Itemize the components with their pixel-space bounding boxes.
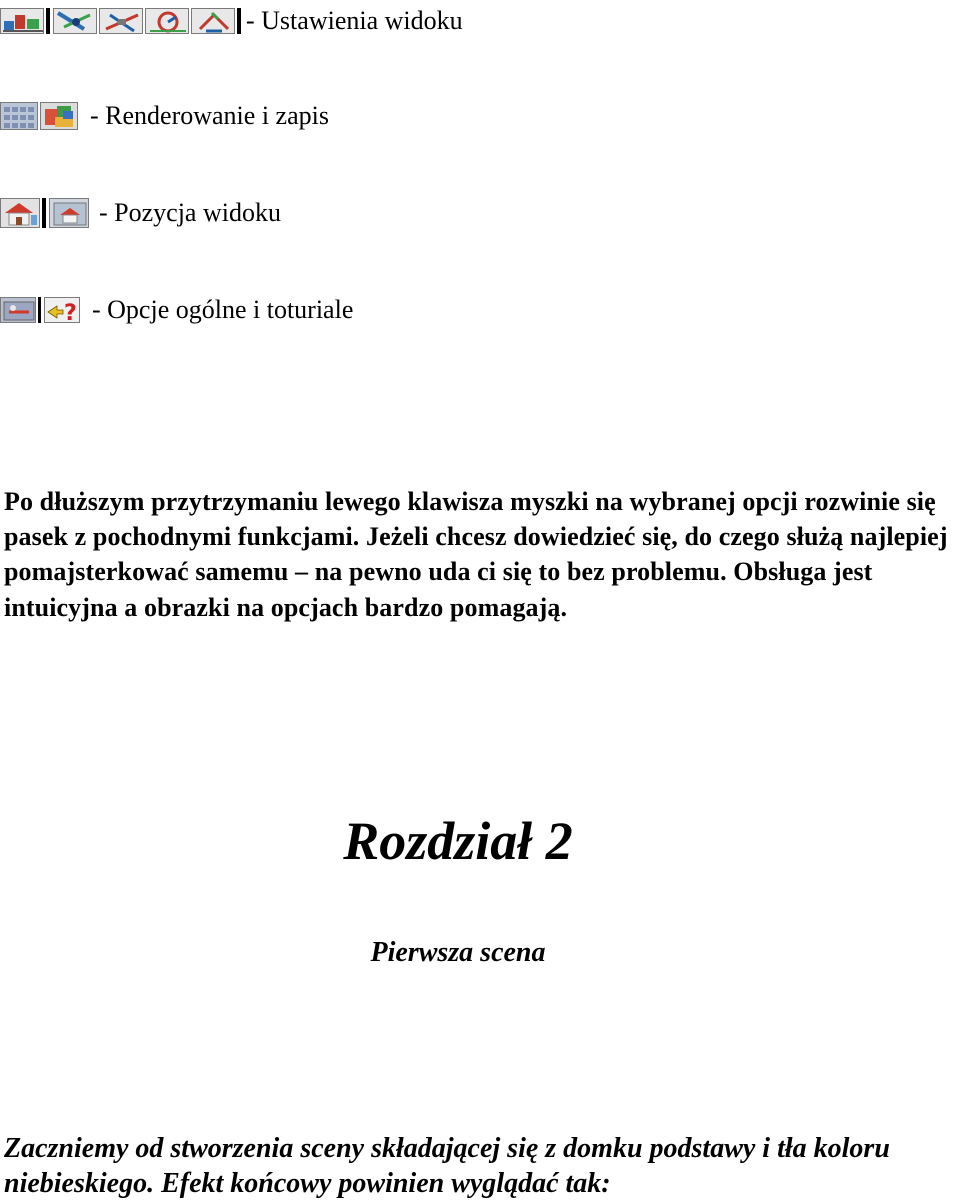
view-settings-icon-3[interactable]	[99, 8, 143, 34]
toolbar-separator	[237, 8, 241, 34]
options-tutorials-label: - Opcje ogólne i toturiale	[92, 295, 354, 324]
chapter-title: Rozdział 2	[343, 811, 573, 871]
view-settings-icon-5[interactable]	[191, 8, 235, 34]
toolbar-separator	[42, 198, 46, 228]
toolbar-separator	[38, 297, 41, 323]
view-settings-icon-4[interactable]	[145, 8, 189, 34]
toolbar-separator	[46, 8, 50, 34]
save-icon[interactable]	[40, 102, 78, 130]
help-question-icon[interactable]	[44, 297, 80, 323]
render-save-label: - Renderowanie i zapis	[90, 101, 329, 130]
view-settings-icon-1[interactable]	[0, 8, 44, 34]
house-view-icon[interactable]	[0, 198, 40, 228]
toolbar-row-render-save	[0, 100, 329, 132]
toolbar-row-view-settings	[0, 6, 463, 36]
section-title: Pierwsza scena	[370, 937, 546, 968]
view-settings-icon-2[interactable]	[53, 8, 97, 34]
options-icon[interactable]	[0, 297, 36, 323]
svg-text:?: ?	[64, 301, 77, 323]
toolbar-row-view-position	[0, 196, 281, 230]
view-position-label: - Pozycja widoku	[99, 198, 281, 227]
render-icon[interactable]	[0, 102, 38, 130]
explanation-paragraph: Po dłuższym przytrzymaniu lewego klawisza myszki na wybranej opcji rozwinie się pasek z pochodnymi funkcjami. Jeżeli chcesz dowiedzieć się, do czego służą najlepiej pomajsterkować samemu – na pewno uda ci się to bez problemu. Obsługa jest intuicyjna a obrazki na opcjach bardzo pomagają.	[4, 487, 948, 622]
closing-paragraph: Zaczniemy od stworzenia sceny składającej się z domku podstawy i tła koloru niebieskiego. Efekt końcowy powinien wyglądać tak:	[4, 1133, 890, 1199]
view-settings-label: - Ustawienia widoku	[246, 6, 463, 35]
house-position-icon[interactable]	[49, 198, 89, 228]
toolbar-row-options-tutorials	[0, 294, 353, 326]
